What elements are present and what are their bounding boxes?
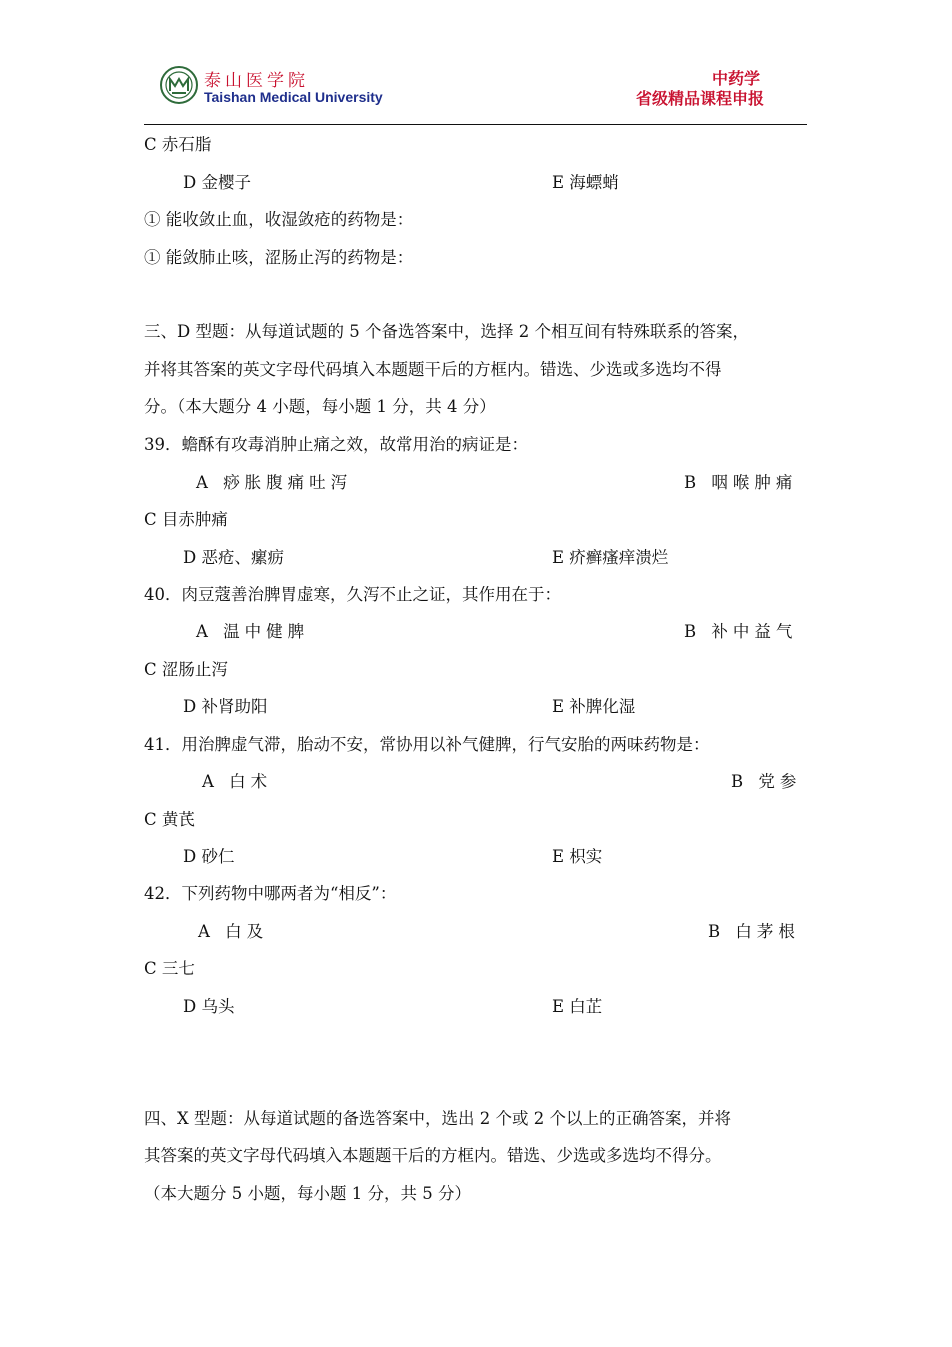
section3-instructions-line1: 三、D 型题：从每道试题的 5 个备选答案中，选择 2 个相互间有特殊联系的答案， bbox=[144, 322, 749, 341]
question-stem: 40．肉豆蔻善治脾胃虚寒，久泻不止之证，其作用在于： bbox=[144, 585, 561, 604]
option-d: D 砂仁 bbox=[183, 847, 235, 866]
section4-instructions-line1: 四、X 型题：从每道试题的备选答案中，选出 2 个或 2 个以上的正确答案，并将 bbox=[144, 1109, 731, 1128]
option-b: B 补中益气 bbox=[684, 622, 798, 641]
sub-question-2: ① 能敛肺止咳，涩肠止泻的药物是： bbox=[144, 248, 414, 267]
section3-instructions-line2: 并将其答案的英文字母代码填入本题题干后的方框内。错选、少选或多选均不得 bbox=[144, 360, 722, 379]
university-seal-icon bbox=[160, 66, 198, 104]
option-d: D 乌头 bbox=[183, 997, 235, 1016]
section4-instructions-line2: 其答案的英文字母代码填入本题题干后的方框内。错选、少选或多选均不得分。 bbox=[144, 1146, 722, 1165]
course-title: 中药学 bbox=[712, 69, 761, 88]
option-b: B 白茅根 bbox=[708, 922, 800, 941]
question-stem: 41．用治脾虚气滞，胎动不安，常协用以补气健脾，行气安胎的两味药物是： bbox=[144, 735, 710, 754]
option-c: C 赤石脂 bbox=[144, 135, 212, 154]
option-b: B 咽喉肿痛 bbox=[684, 473, 798, 492]
option-a: A 温中健脾 bbox=[196, 622, 310, 641]
sub-question-1: ① 能收敛止血，收湿敛疮的药物是： bbox=[144, 210, 414, 229]
option-d: D 补肾助阳 bbox=[183, 697, 268, 716]
option-a: A 痧胀腹痛吐泻 bbox=[196, 473, 353, 492]
option-e: E 海螵蛸 bbox=[552, 173, 619, 192]
page-header bbox=[0, 0, 952, 130]
option-a: A 白术 bbox=[202, 772, 273, 791]
option-c: C 涩肠止泻 bbox=[144, 660, 228, 679]
section3-instructions-line3: 分。（本大题分 4 小题，每小题 1 分，共 4 分） bbox=[144, 397, 496, 416]
option-e: E 补脾化湿 bbox=[552, 697, 636, 716]
university-name-en: Taishan Medical University bbox=[204, 89, 383, 105]
option-e: E 白芷 bbox=[552, 997, 603, 1016]
question-stem: 39．蟾酥有攻毒消肿止痛之效，故常用治的病证是： bbox=[144, 435, 528, 454]
section4-instructions-line3: （本大题分 5 小题，每小题 1 分，共 5 分） bbox=[144, 1184, 471, 1203]
question-stem: 42．下列药物中哪两者为“相反”： bbox=[144, 884, 397, 903]
course-declaration: 省级精品课程申报 bbox=[636, 89, 765, 108]
option-c: C 三七 bbox=[144, 959, 195, 978]
option-e: E 枳实 bbox=[552, 847, 603, 866]
option-e: E 疥癣瘙痒溃烂 bbox=[552, 548, 669, 567]
option-c: C 黄芪 bbox=[144, 810, 195, 829]
option-d: D 恶疮、瘰疬 bbox=[183, 548, 284, 567]
header-divider bbox=[144, 124, 807, 125]
option-b: B 党参 bbox=[731, 772, 802, 791]
university-name-cn: 泰山医学院 bbox=[204, 71, 309, 91]
option-c: C 目赤肿痛 bbox=[144, 510, 228, 529]
option-d: D 金樱子 bbox=[183, 173, 251, 192]
option-a: A 白及 bbox=[198, 922, 269, 941]
